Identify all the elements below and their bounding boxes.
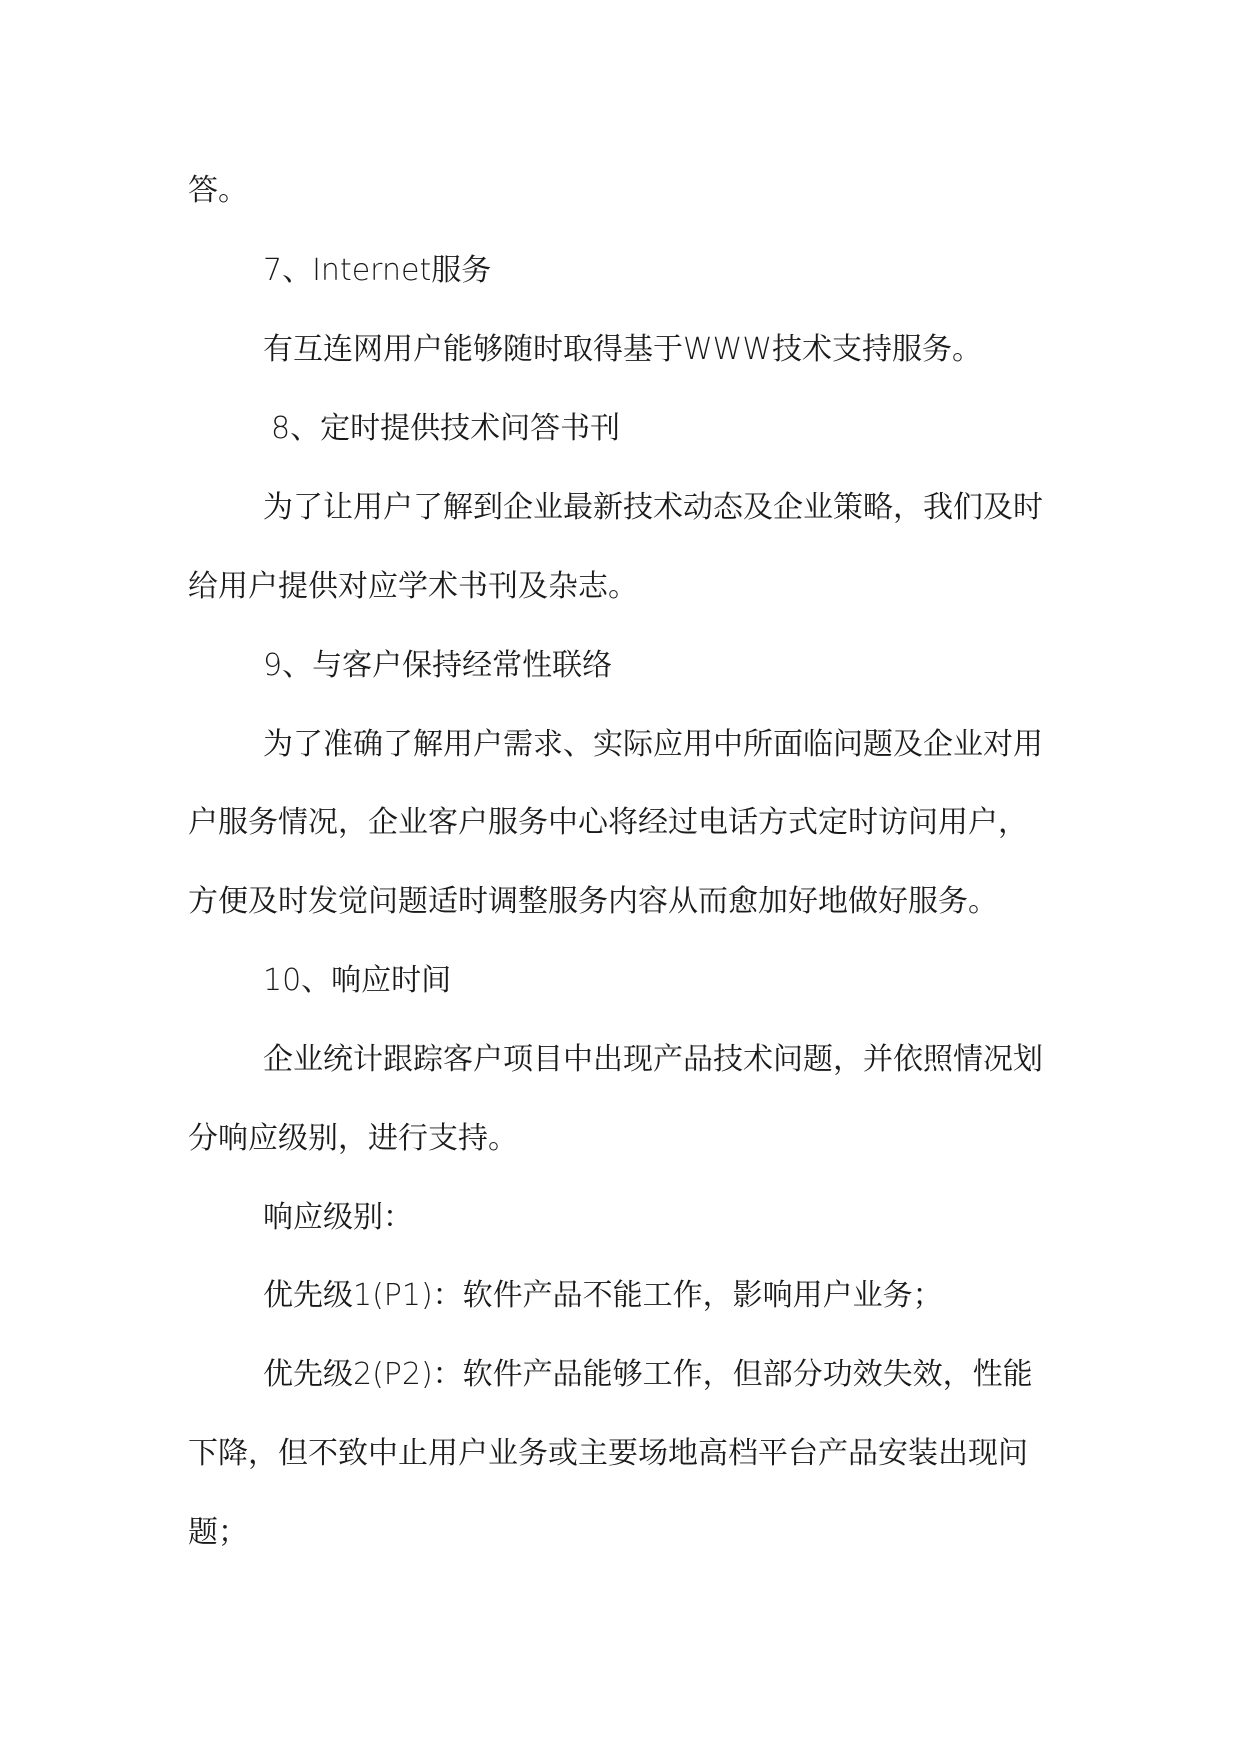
section-heading-tech-publications: 8、定时提供技术问答书刊: [271, 411, 621, 446]
paragraph-line: 户服务情况，企业客户服务中心将经过电话方式定时访问用户，: [188, 805, 1028, 840]
paragraph-line: 给用户提供对应学术书刊及杂志。: [188, 569, 638, 604]
paragraph-line: 题；: [188, 1515, 248, 1550]
paragraph-line: 企业统计跟踪客户项目中出现产品技术问题，并依照情况划: [263, 1042, 1043, 1077]
paragraph-line: 为了让用户了解到企业最新技术动态及企业策略，我们及时: [263, 490, 1043, 525]
paragraph-line: 优先级2(P2)：软件产品能够工作，但部分功效失效，性能: [263, 1357, 1033, 1392]
paragraph-line: 方便及时发觉问题适时调整服务内容从而愈加好地做好服务。: [188, 884, 998, 919]
paragraph-continuation-line: 答。: [188, 173, 248, 208]
paragraph-line: 下降，但不致中止用户业务或主要场地高档平台产品安装出现问: [188, 1436, 1028, 1471]
paragraph-line: 优先级1(P1)：软件产品不能工作，影响用户业务；: [263, 1278, 943, 1313]
paragraph-line: 为了准确了解用户需求、实际应用中所面临问题及企业对用: [263, 727, 1043, 762]
paragraph-line: 分响应级别，进行支持。: [188, 1121, 518, 1156]
section-heading-customer-contact: 9、与客户保持经常性联络: [263, 648, 613, 683]
section-heading-response-time: 10、响应时间: [263, 963, 452, 998]
section-heading-internet-service: 7、Internet服务: [263, 253, 492, 288]
paragraph-line: 有互连网用户能够随时取得基于WWW技术支持服务。: [263, 332, 982, 367]
paragraph-line: 响应级别：: [263, 1200, 413, 1235]
